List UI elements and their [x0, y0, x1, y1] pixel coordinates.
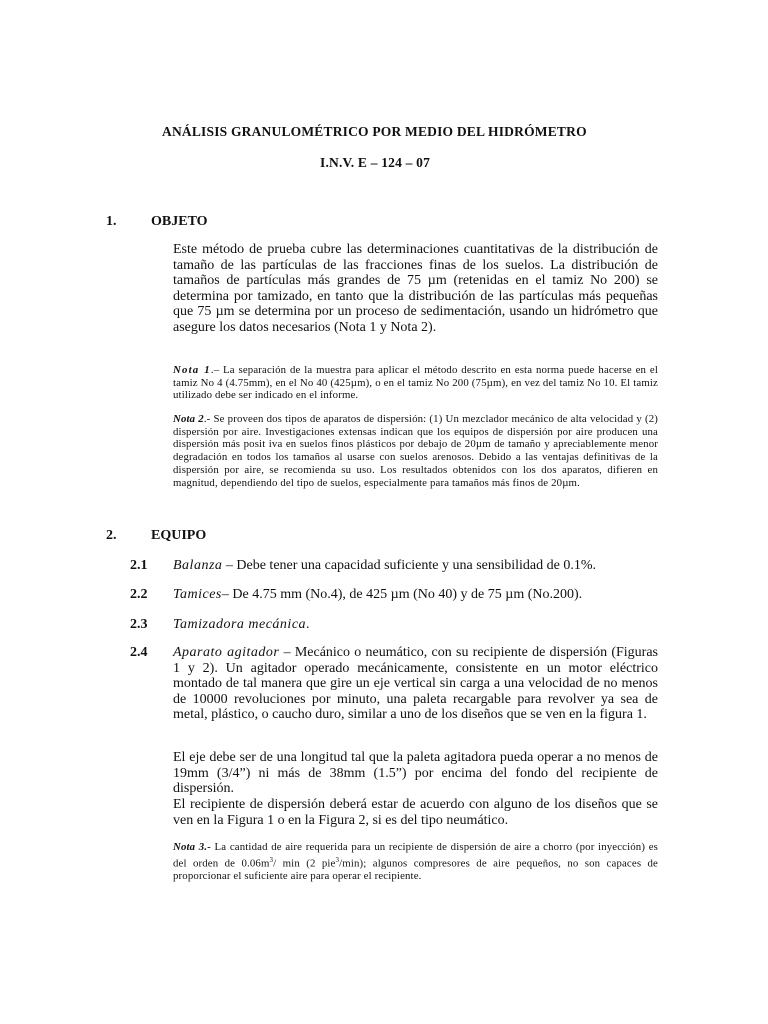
- item-2-4-paragraph-3: El recipiente de dispersión deberá estar de acuerdo con alguno de los diseños que se ven en la Figura 1 o en la Figura 2, si es del tipo neumático.: [173, 797, 658, 828]
- note-1: [173, 364, 658, 402]
- note-2: [173, 413, 658, 489]
- note-3-sup-2: 3: [335, 855, 340, 864]
- item-2-1-label: Balanza: [173, 558, 223, 573]
- item-2-2-text: – De 4.75 mm (No.4), de 425 µm (No 40) y de 75 µm (No.200).: [221, 587, 583, 602]
- item-2-3: [173, 617, 658, 633]
- section-1-number: 1.: [106, 214, 117, 229]
- item-2-4-label: Aparato agitador: [173, 645, 280, 660]
- note-3-text-c: /min); algunos compresores de aire pequeños, no son capaces de proporcionar el suficiente aire para operar el recipiente.: [173, 857, 658, 882]
- item-2-2: [173, 587, 658, 603]
- document-code: I.N.V. E – 124 – 07: [320, 155, 431, 170]
- note-1-label: Nota 1: [173, 364, 211, 376]
- item-2-3-label: Tamizadora mecánica: [173, 617, 307, 632]
- item-2-2-label: Tamices: [173, 587, 222, 602]
- note-3-label: Nota 3.-: [173, 841, 211, 853]
- note-3-sup-1: 3: [269, 855, 274, 864]
- item-2-1-number: 2.1: [130, 558, 148, 573]
- note-2-text: .- Se proveen dos tipos de aparatos de dispersión: (1) Un mezclador mecánico de alta velocidad y (2) dispersión por aire. Investigaciones extensas indican que los equipos de dispersión por aire producen una dispersión más posit iva en suelos finos plásticos por debajo de 20µm de tamaño y apreciablemente menor degradación en todos los tamaños al usarse con suelos arenosos. Debido a las ventajas definitivas de la dispersión por aire, se recomienda su uso. Los resultados obtenidos con los dos aparatos, difieren en magnitud, dependiendo del tipo de suelos, especialmente para tamaños más finos de 20µm.: [173, 413, 659, 489]
- document-title: ANÁLISIS GRANULOMÉTRICO POR MEDIO DEL HIDRÓMETRO: [162, 124, 587, 139]
- item-2-2-number: 2.2: [130, 587, 148, 602]
- note-3-text-b: / min (2 pie: [273, 857, 336, 870]
- section-1-heading: OBJETO: [151, 214, 208, 229]
- item-2-3-number: 2.3: [130, 617, 148, 632]
- section-2-number: 2.: [106, 528, 117, 543]
- note-1-text: .– La separación de la muestra para aplicar el método descrito en esta norma puede hacerse en el tamiz No 4 (4.75mm), en el No 40 (425µm), o en el tamiz No 200 (75µm), en vez del tamiz No 10. El tamiz utilizado debe ser indicado en el informe.: [173, 364, 658, 402]
- item-2-1: [173, 558, 658, 574]
- item-2-3-text: .: [306, 617, 310, 632]
- section-2-heading: EQUIPO: [151, 528, 207, 543]
- item-2-4: [173, 645, 658, 723]
- section-1-paragraph: Este método de prueba cubre las determinaciones cuantitativas de la distribución de tamaño de las partículas de las fracciones finas de los suelos. La distribución de tamaños de partículas más grandes de 75 µm (retenidas en el tamiz No 200) se determina por tamizado, en tanto que la distribución de las partículas más pequeñas que 75 µm se determina por un proceso de sedimentación, usando un hidrómetro que asegure los datos necesarios (Nota 1 y Nota 2).: [173, 242, 658, 335]
- item-2-4-paragraph-2: El eje debe ser de una longitud tal que la paleta agitadora pueda operar a no menos de 19mm (3/4”) ni más de 38mm (1.5”) por encima del fondo del recipiente de dispersión.: [173, 750, 658, 796]
- note-2-label: Nota 2: [173, 413, 204, 425]
- note-3: [173, 841, 658, 883]
- item-2-1-text: – Debe tener una capacidad suficiente y una sensibilidad de 0.1%.: [222, 558, 596, 573]
- item-2-4-text: – Mecánico o neumático, con su recipiente de dispersión (Figuras 1 y 2). Un agitador operado mecánicamente, consistente en un motor eléctrico montado de tal manera que gire un eje vertical sin carga a una velocidad de no menos de 10000 revoluciones por minuto, una paleta recargable para revolver ya sea de metal, plástico, o caucho duro, similar a uno de los diseños que se ven en la figura 1.: [173, 645, 658, 722]
- note-3-text-a: La cantidad de aire requerida para un recipiente de dispersión de aire a chorro (por inyección) es del orden de 0.06m: [173, 841, 659, 870]
- item-2-4-number: 2.4: [130, 645, 148, 660]
